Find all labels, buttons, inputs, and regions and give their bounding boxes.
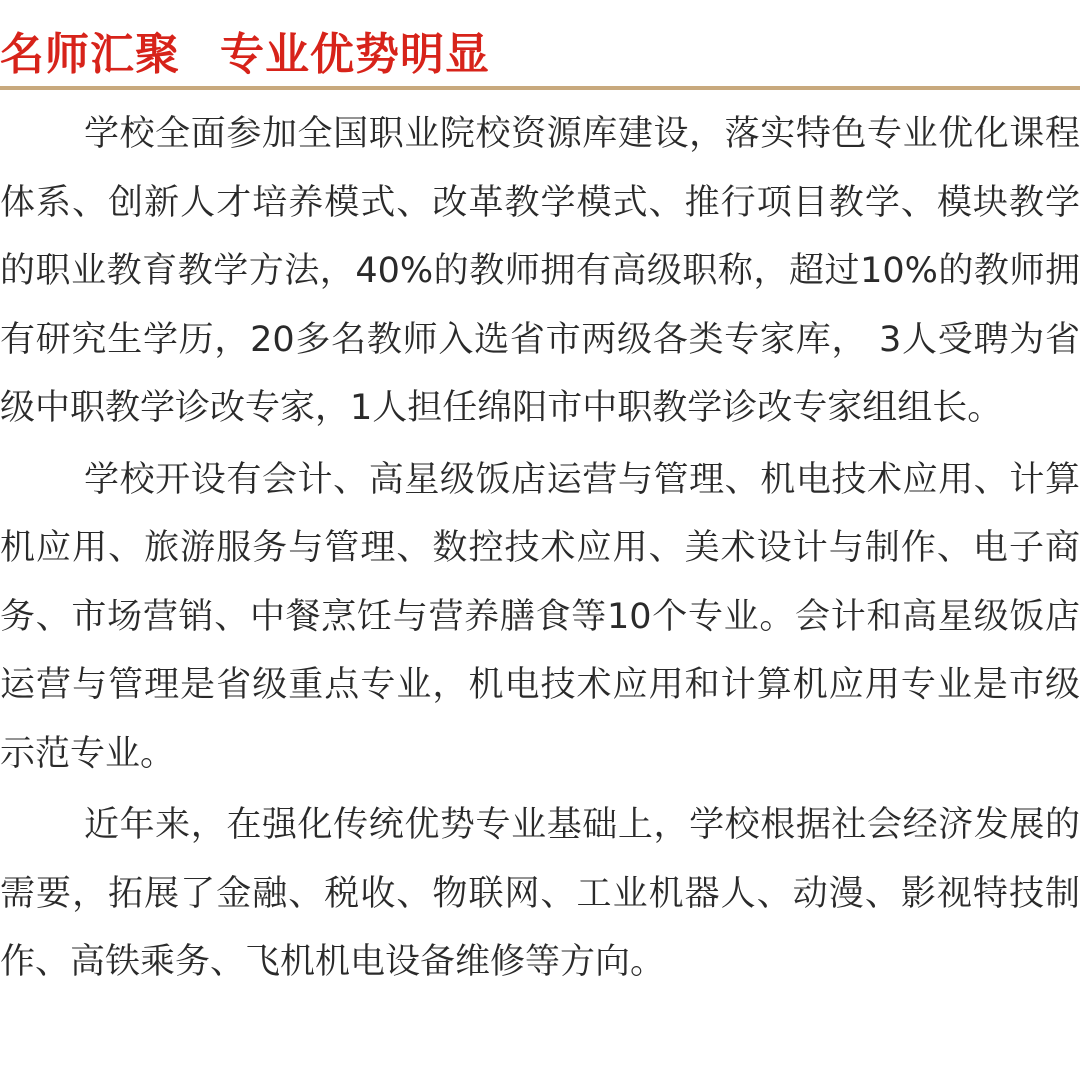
paragraph-majors: 学校开设有会计、高星级饭店运营与管理、机电技术应用、计算机应用、旅游服务与管理、数控技术应用、美术设计与制作、电子商务、市场营销、中餐烹饪与营养膳食等10个专业。会计和高星级饭店运营与管理是省级重点专业，机电技术应用和计算机应用专业是市级示范专业。 — [0, 459, 1080, 774]
heading-divider — [0, 86, 1080, 90]
heading-part-1: 名师汇聚 — [0, 29, 180, 80]
paragraph-new-directions: 近年来，在强化传统优势专业基础上，学校根据社会经济发展的需要，拓展了金融、税收、物联网、工业机器人、动漫、影视特技制作、高铁乘务、飞机机电设备维修等方向。 — [0, 805, 1080, 982]
article-body — [0, 100, 1080, 997]
paragraph-faculty: 学校全面参加全国职业院校资源库建设，落实特色专业优化课程体系、创新人才培养模式、改革教学模式、推行项目教学、模块教学的职业教育教学方法，40%的教师拥有高级职称，超过10%的教师拥有研究生学历，20多名教师入选省市两级各类专家库， 3人受聘为省级中职教学诊改专家，1人担任绵阳市中职教学诊改专家组组长。 — [0, 114, 1080, 428]
section-heading — [0, 22, 490, 78]
heading-part-2: 专业优势明显 — [220, 29, 490, 80]
